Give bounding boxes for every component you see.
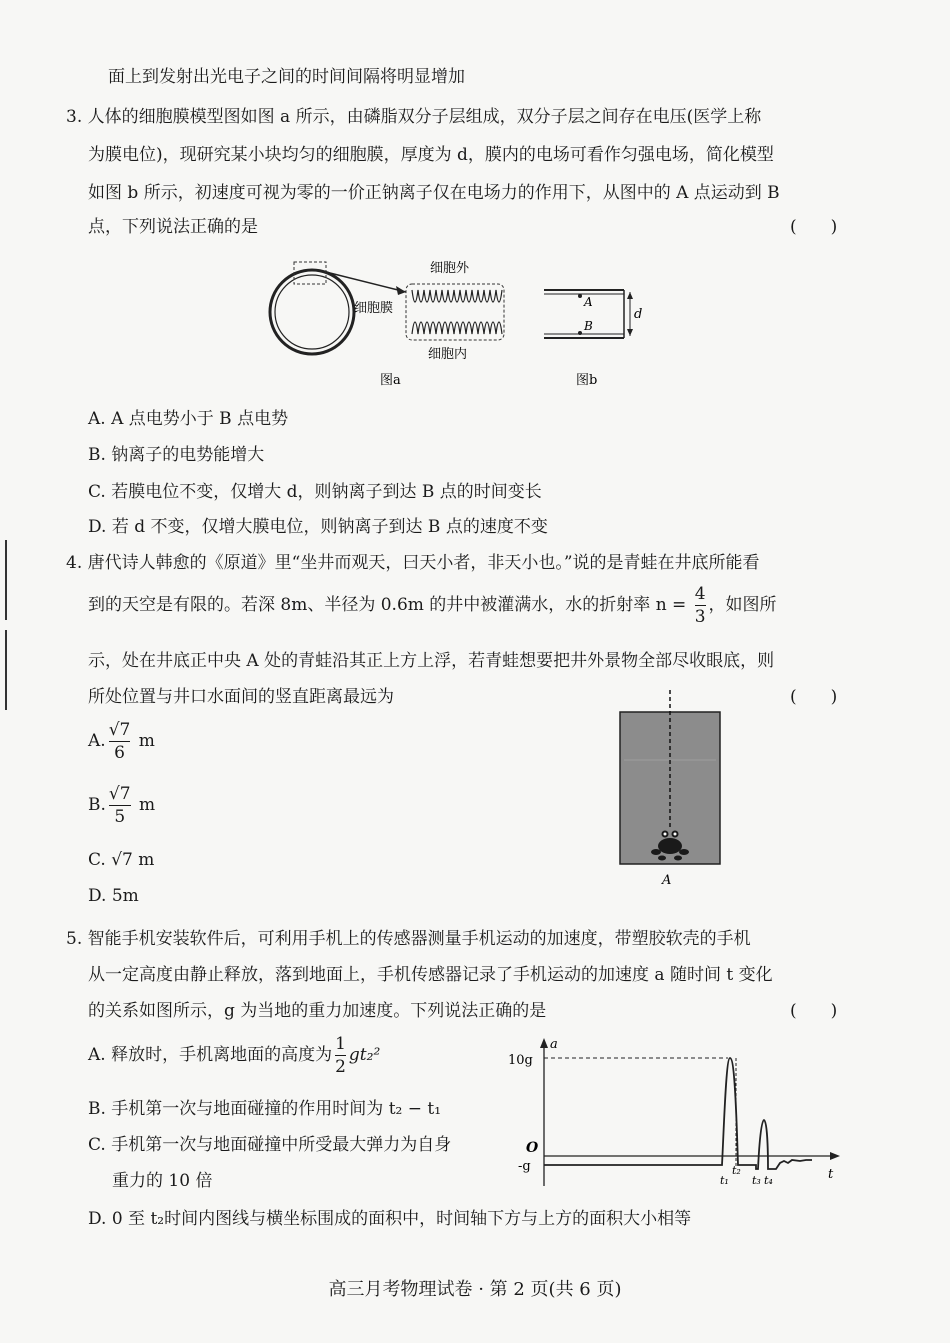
q4-option-b-num: √7 xyxy=(108,784,131,804)
q3-line-1: 3. 人体的细胞膜模型图如图 a 所示，由磷脂双分子层组成，双分子层之间存在电压(医学上称 xyxy=(66,107,762,127)
fig-a-inside-label: 细胞内 xyxy=(428,347,468,362)
refractive-index-den: 3 xyxy=(694,607,706,627)
graph-t4-label: t₄ xyxy=(764,1174,773,1187)
fig-b-d-label: d xyxy=(634,307,643,322)
q5-answer-bracket: ( ) xyxy=(790,1001,838,1021)
q4-line-1: 4. 唐代诗人韩愈的《原道》里“坐井而观天，曰天小者，非天小也。”说的是青蛙在井底所能看 xyxy=(66,553,760,573)
fig-b-caption: 图b xyxy=(576,373,598,388)
q5-line-1: 5. 智能手机安装软件后，可利用手机上的传感器测量手机运动的加速度，带塑胶软壳的手机 xyxy=(66,929,751,949)
q5-option-a xyxy=(88,1034,380,1077)
q3-option-a: A. A 点电势小于 B 点电势 xyxy=(88,409,289,429)
q3-line-3: 如图 b 所示，初速度可视为零的一价正钠离子仅在电场力的作用下，从图中的 A 点运动到 B xyxy=(88,183,780,203)
q3-option-d: D. 若 d 不变，仅增大膜电位，则钠离子到达 B 点的速度不变 xyxy=(88,517,548,537)
q5-option-c-line1: C. 手机第一次与地面碰撞中所受最大弹力为自身 xyxy=(88,1135,452,1155)
q3-option-b: B. 钠离子的电势能增大 xyxy=(88,445,265,465)
q3-figure-b xyxy=(540,250,660,395)
q5-option-a-post: gt₂² xyxy=(348,1045,381,1065)
q5-line-3: 的关系如图所示，g 为当地的重力加速度。下列说法正确的是 xyxy=(88,1001,547,1021)
q4-option-a xyxy=(88,720,155,763)
refractive-index-fraction xyxy=(695,584,706,627)
q4-option-a-den: 6 xyxy=(114,743,125,763)
graph-origin-label: O xyxy=(526,1140,539,1156)
q5-option-a-den: 2 xyxy=(335,1057,346,1077)
q5-option-a-pre: A. 释放时，手机离地面的高度为 xyxy=(88,1045,333,1065)
q5-line-2: 从一定高度由静止释放，落到地面上，手机传感器记录了手机运动的加速度 a 随时间 t 变化 xyxy=(88,965,773,985)
q3-line-4: 点，下列说法正确的是 xyxy=(88,217,258,237)
page-footer: 高三月考物理试卷 · 第 2 页(共 6 页) xyxy=(328,1279,622,1300)
q5-option-a-fraction xyxy=(335,1034,346,1077)
q5-option-b: B. 手机第一次与地面碰撞的作用时间为 t₂ − t₁ xyxy=(88,1099,442,1119)
q4-well-figure xyxy=(618,690,722,886)
q4-option-a-unit: m xyxy=(138,731,155,751)
margin-mark-line xyxy=(5,630,7,710)
q4-option-c: C. √7 m xyxy=(88,850,155,870)
q4-line-2 xyxy=(88,584,777,627)
q4-line-2-post: ，如图所 xyxy=(708,595,777,615)
q3-option-c: C. 若膜电位不变，仅增大 d，则钠离子到达 B 点的时间变长 xyxy=(88,482,542,502)
q4-option-d: D. 5m xyxy=(88,886,139,906)
graph-t1-label: t₁ xyxy=(720,1174,729,1187)
q5-option-c-line2: 重力的 10 倍 xyxy=(112,1171,213,1191)
q2-tail-text: 面上到发射出光电子之间的时间间隔将明显增加 xyxy=(108,67,465,87)
margin-mark-line xyxy=(5,540,7,620)
q4-option-b-fraction xyxy=(109,784,131,827)
fig-a-outside-label: 细胞外 xyxy=(430,261,470,276)
q4-option-a-fraction xyxy=(109,720,131,763)
well-point-a-label: A xyxy=(662,873,672,886)
q5-option-a-num: 1 xyxy=(335,1034,346,1054)
fig-b-point-b: B xyxy=(584,319,593,333)
q4-answer-bracket: ( ) xyxy=(790,687,838,707)
graph-t3-label: t₃ xyxy=(752,1174,761,1187)
graph-a-axis-label: a xyxy=(550,1037,558,1052)
q3-line-2: 为膜电位)，现研究某小块均匀的细胞膜，厚度为 d，膜内的电场可看作匀强电场，简化模型 xyxy=(88,145,774,165)
q4-option-a-label: A. xyxy=(88,731,106,751)
refractive-index-num: 4 xyxy=(694,584,706,604)
q4-option-b-unit: m xyxy=(138,795,156,815)
q4-line-3: 示，处在井底正中央 A 处的青蛙沿其正上方上浮，若青蛙想要把井外景物全部尽收眼底，则 xyxy=(88,651,775,671)
q5-option-d: D. 0 至 t₂时间内图线与横坐标围成的面积中，时间轴下方与上方的面积大小相等 xyxy=(88,1209,692,1229)
fig-a-caption: 图a xyxy=(380,373,401,388)
q4-line-4: 所处位置与井口水面间的竖直距离最远为 xyxy=(88,687,394,707)
q3-figure-a xyxy=(268,250,528,395)
q4-option-b-den: 5 xyxy=(114,807,126,827)
graph-10g-label: 10g xyxy=(508,1053,533,1068)
fig-b-point-a: A xyxy=(584,295,593,309)
graph-neg-g-label: -g xyxy=(518,1159,531,1174)
q4-line-2-pre: 到的天空是有限的。若深 8m、半径为 0.6m 的井中被灌满水，水的折射率 n = xyxy=(88,595,692,615)
q3-answer-bracket: ( ) xyxy=(790,217,838,237)
graph-t-axis-label: t xyxy=(828,1167,834,1182)
q5-acceleration-graph xyxy=(500,1036,860,1196)
graph-t2-label: t₂ xyxy=(732,1164,741,1177)
fig-a-membrane-label: 细胞膜 xyxy=(354,301,394,316)
q4-option-a-num: √7 xyxy=(108,720,131,740)
q4-option-b xyxy=(88,784,155,827)
q4-option-b-label: B. xyxy=(88,795,106,815)
